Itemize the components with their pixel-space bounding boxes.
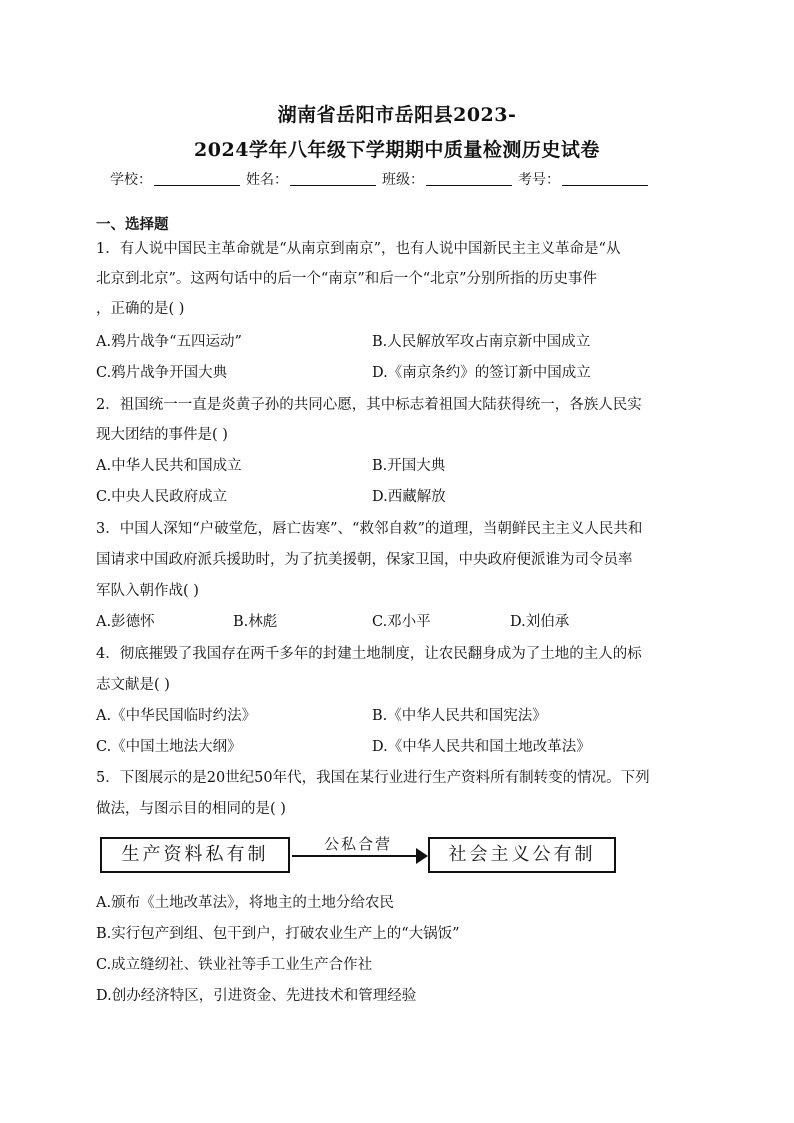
- q2-option-d: D.西藏解放: [372, 489, 446, 505]
- exam-title-line1: 湖南省岳阳市岳阳县2023-: [277, 104, 517, 126]
- q4-stem-line2: 志文献是( ): [96, 677, 170, 693]
- q1-option-a: A.鸦片战争“五四运动”: [96, 334, 242, 350]
- student-info-row: [110, 170, 690, 190]
- name-label: 姓名：: [246, 172, 288, 188]
- q2-option-b: B.开国大典: [372, 458, 446, 474]
- arrow-label: 公私合营: [323, 835, 392, 853]
- q2-stem-line2: 现大团结的事件是( ): [96, 427, 228, 443]
- exam-title-line2: 2024学年八年级下学期期中质量检测历史试卷: [194, 139, 600, 161]
- q5-option-b: B.实行包产到组、包干到户，打破农业生产上的“大锅饭”: [96, 926, 460, 942]
- q3-stem-line3: 军队入朝作战( ): [96, 583, 199, 599]
- q3-stem-line2: 国请求中国政府派兵援助时，为了抗美援朝，保家卫国，中央政府便派谁为司令员率: [96, 552, 633, 568]
- q2-stem-line1: 2．祖国统一一直是炎黄子孙的共同心愿，其中标志着祖国大陆获得统一，各族人民实: [96, 397, 642, 413]
- q5-option-c: C.成立缝纫社、铁业社等手工业生产合作社: [96, 957, 373, 973]
- q5-stem-line1: 5．下图展示的是20世纪50年代，我国在某行业进行生产资料所有制转变的情况。下列: [96, 770, 650, 786]
- arrow-head-icon: [416, 848, 428, 864]
- public-ownership-box: 社会主义公有制: [428, 837, 616, 873]
- q5-option-a: A.颁布《土地改革法》，将地主的土地分给农民: [96, 895, 394, 911]
- ownership-flow-diagram: [100, 835, 620, 881]
- q4-option-d: D.《中华人民共和国土地改革法》: [372, 739, 591, 755]
- q3-option-d: D.刘伯承: [510, 614, 570, 630]
- arrow-line: [292, 855, 426, 857]
- q4-option-b: B.《中华人民共和国宪法》: [372, 708, 547, 724]
- q4-option-a: A.《中华民国临时约法》: [96, 708, 257, 724]
- q1-option-d: D.《南京条约》的签订新中国成立: [372, 365, 591, 381]
- exam-no-blank: [562, 171, 648, 186]
- q1-stem-line3: ，正确的是( ): [96, 301, 185, 317]
- private-ownership-box: 生产资料私有制: [100, 837, 290, 873]
- school-label: 学校：: [110, 172, 152, 188]
- q3-stem-line1: 3．中国人深知“户破堂危，唇亡齿寒”、“救邻自救”的道理，当朝鲜民主主义人民共和: [96, 521, 643, 537]
- q1-option-b: B.人民解放军攻占南京新中国成立: [372, 334, 591, 350]
- q3-option-b: B.林彪: [233, 614, 278, 630]
- class-blank: [426, 171, 512, 186]
- section-title: 一、选择题: [96, 216, 169, 233]
- exam-no-label: 考号：: [518, 172, 560, 188]
- school-blank: [154, 171, 240, 186]
- q2-option-a: A.中华人民共和国成立: [96, 458, 242, 474]
- q1-stem-line1: 1．有人说中国民主革命就是“从南京到南京”，也有人说中国新民主主义革命是“从: [96, 241, 621, 257]
- q1-stem-line2: 北京到北京”。这两句话中的后一个“南京”和后一个“北京”分别所指的历史事件: [96, 271, 598, 287]
- q4-option-c: C.《中国土地法大纲》: [96, 739, 242, 755]
- class-label: 班级：: [382, 172, 424, 188]
- q5-stem-line2: 做法，与图示目的相同的是( ): [96, 801, 286, 817]
- q3-option-c: C.邓小平: [372, 614, 431, 630]
- q5-option-d: D.创办经济特区，引进资金、先进技术和管理经验: [96, 988, 417, 1004]
- q4-stem-line1: 4．彻底摧毁了我国存在两千多年的封建土地制度，让农民翻身成为了土地的主人的标: [96, 646, 642, 662]
- name-blank: [290, 171, 376, 186]
- q2-option-c: C.中央人民政府成立: [96, 489, 228, 505]
- q1-option-c: C.鸦片战争开国大典: [96, 365, 228, 381]
- q3-option-a: A.彭德怀: [96, 614, 155, 630]
